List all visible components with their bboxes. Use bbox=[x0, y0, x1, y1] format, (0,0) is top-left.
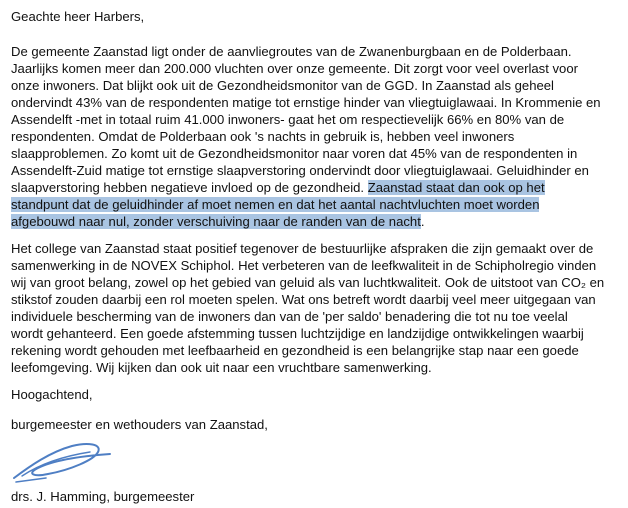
paragraph-1-line bbox=[11, 179, 545, 196]
paragraph-1-line: onze inwoners. Dat blijkt ook uit de Gezondheidsmonitor van de GGD. In Zaanstad als geheel bbox=[11, 78, 554, 93]
paragraph-2-line: wij van groot belang, zowel op het gebied van geluid als van luchtkwaliteit. Ook de uitstoot van CO₂ en bbox=[11, 275, 605, 290]
signatory: burgemeester en wethouders van Zaanstad, bbox=[11, 417, 268, 432]
paragraph-2-line: wordt gehanteerd. Een goede afstemming tussen luchtzijdige en landzijdige ontwikkelingen waarbij bbox=[11, 326, 584, 341]
paragraph-1-line: Jaarlijks komen meer dan 200.000 vluchten over onze gemeente. Dit zorgt voor veel overlast voor bbox=[11, 61, 578, 76]
paragraph-2-line: samenwerking in de NOVEX Schiphol. Het verbeteren van de leefkwaliteit in de Schipholregio vinden bbox=[11, 258, 597, 273]
salutation: Geachte heer Harbers, bbox=[11, 9, 145, 24]
paragraph-1-text: slaapverstoring hebben negatieve invloed op de gezondheid. bbox=[11, 180, 368, 195]
paragraph-1-line bbox=[11, 196, 539, 213]
paragraph-1-line bbox=[11, 213, 424, 230]
paragraph-1-line: respondenten. Omdat de Polderbaan ook 's nachts in gebruik is, hebben veel inwoners bbox=[11, 129, 515, 144]
highlighted-text: Zaanstad staat dan ook op het bbox=[367, 180, 545, 195]
closing: Hoogachtend, bbox=[11, 387, 93, 402]
paragraph-1-line: slaapproblemen. Zo komt uit de Gezondheidsmonitor naar voren dat 45% van de respondenten in bbox=[11, 146, 578, 161]
handwritten-signature bbox=[10, 436, 120, 484]
paragraph-2-line: Het college van Zaanstad staat positief tegenover de bestuurlijke afspraken die zijn gemaakt over de bbox=[11, 241, 594, 256]
highlighted-text: standpunt dat de geluidhinder af moet nemen en dat het aantal nachtvluchten moet worden bbox=[11, 197, 540, 212]
paragraph-2-line: individuele bescherming van de inwoners dan van de 'per saldo' benadering die tot nu toe veelal bbox=[11, 309, 568, 324]
paragraph-2-line: leefomgeving. Wij kijken dan ook uit naar een vruchtbare samenwerking. bbox=[11, 360, 432, 375]
paragraph-1-line: Assendelft -met in totaal ruim 41.000 inwoners- gaat het om respectievelijk 66% en 80% van de bbox=[11, 112, 565, 127]
paragraph-1-line: Assendelft-Zuid matige tot ernstige slaapverstoring ondervindt door vliegtuiglawaai. Geluidhinder en bbox=[11, 163, 589, 178]
paragraph-2-line: rekening wordt gehouden met leefbaarheid en gezondheid is een belangrijke stap naar een goede bbox=[11, 343, 579, 358]
highlighted-text: afgebouwd naar nul, zonder verschuiving naar de randen van de nacht bbox=[11, 214, 421, 229]
paragraph-1-line: De gemeente Zaanstad ligt onder de aanvliegroutes van de Zwanenburgbaan en de Polderbaan. bbox=[11, 44, 572, 59]
paragraph-2-line: stikstof zouden daarbij een rol moeten spelen. Wat ons betreft wordt daarbij veel meer uitgegaan van bbox=[11, 292, 596, 307]
signer-name: drs. J. Hamming, burgemeester bbox=[11, 489, 195, 504]
paragraph-1-text: . bbox=[420, 214, 425, 229]
paragraph-1-line: ondervindt 43% van de respondenten matige tot ernstige hinder van vliegtuiglawaai. In Krommenie en bbox=[11, 95, 601, 110]
